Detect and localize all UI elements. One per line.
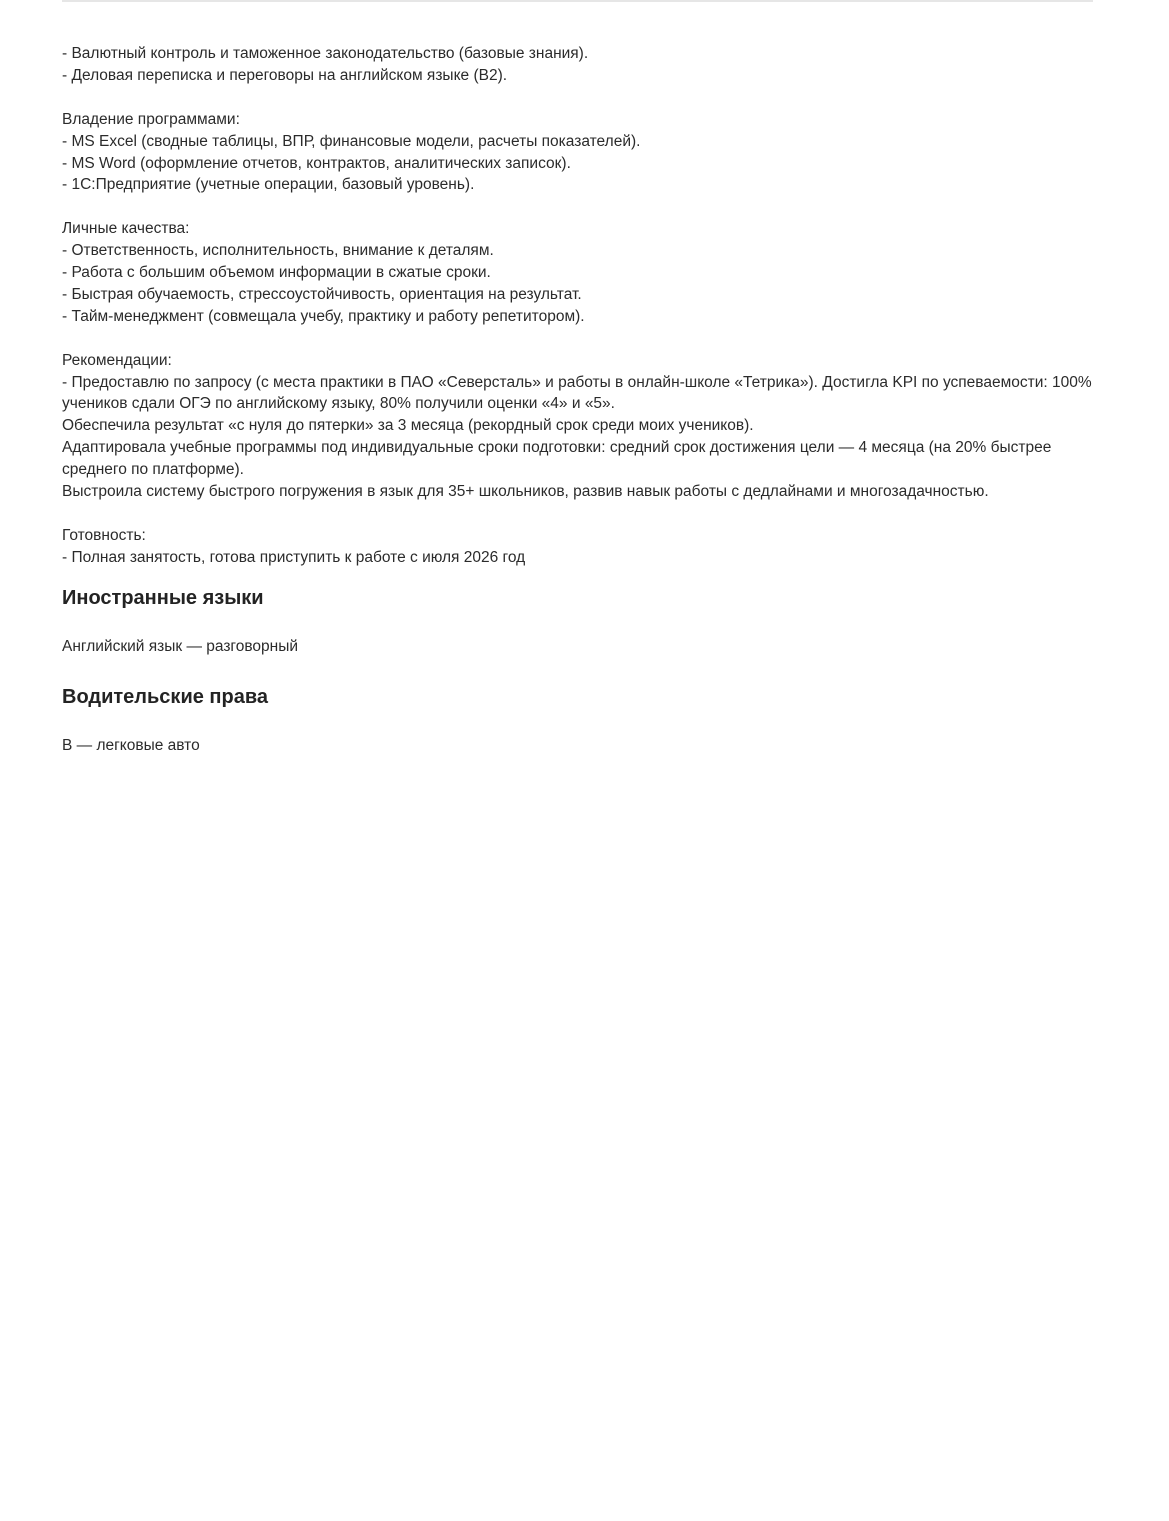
text-line: - Деловая переписка и переговоры на английском языке (B2). [62,66,508,84]
software-title: Владение программами: [62,110,240,128]
personal-block [62,218,1102,328]
list-item: - 1С:Предприятие (учетные операции, базовый уровень). [62,176,475,194]
personal-title: Личные качества: [62,220,190,238]
languages-heading: Иностранные языки [62,586,264,609]
list-item: - Быстрая обучаемость, стрессоустойчивость, ориентация на результат. [62,285,582,303]
list-item: - MS Word (оформление отчетов, контрактов, аналитических записок). [62,154,571,172]
list-item: - Предоставлю по запросу (с места практики в ПАО «Северсталь» и работы в онлайн-школе «Тетрика»). Достигла KPI по успеваемости: 100% учеников сдали ОГЭ по английскому языку, 80% получили оценки «4» и «5». [62,373,1092,413]
list-item: - Тайм-менеджмент (совмещала учебу, практику и работу репетитором). [62,307,585,325]
recommendations-block [62,350,1102,503]
list-item: Обеспечила результат «с нуля до пятерки» за 3 месяца (рекордный срок среди моих учеников). [62,417,754,435]
text-line: - Валютный контроль и таможенное законодательство (базовые знания). [62,45,589,62]
license-value: B — легковые авто [62,736,200,754]
list-item: - MS Excel (сводные таблицы, ВПР, финансовые модели, расчеты показателей). [62,132,641,150]
readiness-title: Готовность: [62,526,146,544]
list-item: - Полная занятость, готова приступить к работе с июля 2026 год [62,548,526,566]
license-heading: Водительские права [62,685,268,708]
languages-value: Английский язык — разговорный [62,637,299,655]
recommendations-title: Рекомендации: [62,351,172,369]
resume-page [62,43,1102,757]
list-item: Адаптировала учебные программы под индивидуальные сроки подготовки: средний срок достижения цели — 4 месяца (на 20% быстрее среднего по платформе). [62,439,1052,479]
software-block [62,109,1102,197]
list-item: Выстроила систему быстрого погружения в язык для 35+ школьников, развив навык работы с дедлайнами и многозадачностью. [62,483,989,501]
intro-block [62,43,1102,87]
top-divider [62,0,1093,2]
list-item: - Ответственность, исполнительность, внимание к деталям. [62,242,494,260]
list-item: - Работа с большим объемом информации в сжатые сроки. [62,264,491,282]
readiness-block [62,525,1102,569]
